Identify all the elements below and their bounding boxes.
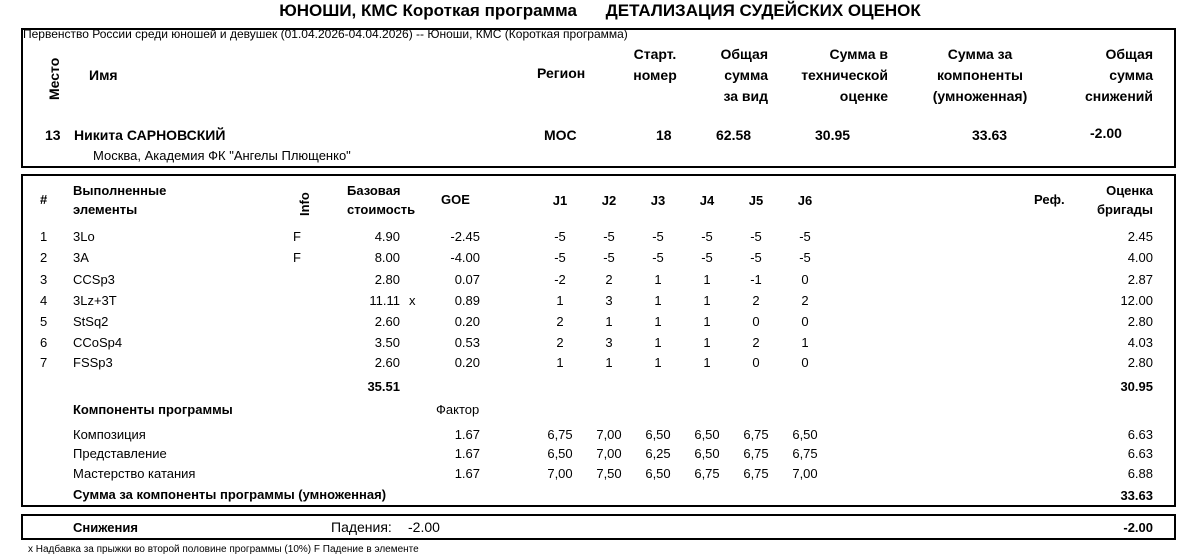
element-judge-score: -1 xyxy=(750,272,762,287)
element-judge-score: 1 xyxy=(703,272,711,287)
component-judge-score: 6,75 xyxy=(694,466,720,481)
element-judge-score: 1 xyxy=(703,335,711,350)
element-judge-score: 1 xyxy=(703,355,711,370)
component-judge-score: 6,75 xyxy=(743,446,769,461)
component-judge-score: 6,50 xyxy=(645,427,671,442)
element-judge-score: 1 xyxy=(654,293,662,308)
judge-header-5: J5 xyxy=(748,193,764,208)
element-judge-score: 1 xyxy=(703,314,711,329)
factor-header: Фактор xyxy=(436,402,480,417)
element-name: StSq2 xyxy=(73,314,109,329)
element-judge-score: 3 xyxy=(605,335,613,350)
element-goe: 0.07 xyxy=(454,272,480,287)
component-judge-score: 7,50 xyxy=(596,466,622,481)
skater-tes: 30.95 xyxy=(815,127,851,143)
element-judge-score: 0 xyxy=(801,314,809,329)
pcs-header: Сумма за компоненты (умноженная) xyxy=(932,46,1028,104)
element-judge-score: 1 xyxy=(654,335,662,350)
component-judge-score: 6,50 xyxy=(547,446,573,461)
skater-region: МОС xyxy=(544,127,577,143)
element-base-value: 2.60 xyxy=(374,355,400,370)
page-title xyxy=(0,0,1200,22)
element-number: 1 xyxy=(40,229,48,244)
component-name: Мастерство катания xyxy=(73,466,196,481)
element-judge-score: -5 xyxy=(652,250,664,265)
component-judge-score: 6,50 xyxy=(694,446,720,461)
component-judge-score: 7,00 xyxy=(792,466,818,481)
element-judge-score: 1 xyxy=(605,314,613,329)
component-judge-score: 7,00 xyxy=(596,446,622,461)
component-factor: 1.67 xyxy=(454,427,480,442)
element-goe: 0.53 xyxy=(454,335,480,350)
element-panel-score: 2.80 xyxy=(1127,314,1153,329)
region-header: Регион xyxy=(537,65,586,81)
name-header: Имя xyxy=(89,67,118,83)
skater-deductions: -2.00 xyxy=(1090,125,1122,141)
falls-value: -2.00 xyxy=(408,519,440,535)
goe-header: GOE xyxy=(441,192,470,207)
judge-header-4: J4 xyxy=(699,193,715,208)
element-number: 7 xyxy=(40,355,48,370)
element-number: 2 xyxy=(40,250,48,265)
skater-place: 13 xyxy=(45,127,61,143)
element-judge-score: -5 xyxy=(750,229,762,244)
skater-start-number: 18 xyxy=(656,127,672,143)
element-panel-score: 2.80 xyxy=(1127,355,1153,370)
element-judge-score: 1 xyxy=(801,335,809,350)
element-info: F xyxy=(293,229,301,244)
element-number: 5 xyxy=(40,314,48,329)
start-number-header: Старт. номер xyxy=(633,46,677,83)
element-judge-score: 2 xyxy=(752,293,760,308)
element-panel-score: 2.45 xyxy=(1127,229,1153,244)
panel-score-header: Оценка бригады xyxy=(1097,183,1153,217)
pcs-sum-label: Сумма за компоненты программы (умноженная) xyxy=(73,487,387,502)
judge-header-3: J3 xyxy=(650,193,666,208)
element-goe: -4.00 xyxy=(450,250,480,265)
judge-header-2: J2 xyxy=(601,193,617,208)
deductions-box xyxy=(21,514,1176,540)
element-name: 3A xyxy=(73,250,89,265)
element-panel-score: 12.00 xyxy=(1120,293,1153,308)
element-base-value: 2.80 xyxy=(374,272,400,287)
element-name: 3Lz+3T xyxy=(73,293,117,308)
element-judge-score: 2 xyxy=(752,335,760,350)
skater-total-score: 62.58 xyxy=(716,127,752,143)
component-factor: 1.67 xyxy=(454,466,480,481)
element-judge-score: 1 xyxy=(605,355,613,370)
component-judge-score: 6,75 xyxy=(792,446,818,461)
component-judge-score: 6,50 xyxy=(694,427,720,442)
component-factor: 1.67 xyxy=(454,446,480,461)
element-name: 3Lo xyxy=(73,229,95,244)
element-base-value: 4.90 xyxy=(374,229,400,244)
component-judge-score: 6,75 xyxy=(743,427,769,442)
element-base-value: 11.11 xyxy=(369,293,400,308)
element-judge-score: 1 xyxy=(654,272,662,287)
judge-header-1: J1 xyxy=(552,193,568,208)
competition-name: Первенство России среди юношей и девушек (01.04.2026-04.04.2026) -- Юноши, КМС (Короткая программа) xyxy=(23,27,628,41)
element-goe: 0.89 xyxy=(454,293,480,308)
component-judge-score: 6,50 xyxy=(645,466,671,481)
tes-total: 30.95 xyxy=(1120,379,1153,394)
component-judge-score: 6,75 xyxy=(743,466,769,481)
footnote: x Надбавка за прыжки во второй половине программы (10%) F Падение в элементе xyxy=(28,544,419,555)
element-judge-score: -2 xyxy=(554,272,566,287)
element-base-value: 3.50 xyxy=(374,335,400,350)
element-judge-score: 0 xyxy=(801,355,809,370)
element-judge-score: -5 xyxy=(701,250,713,265)
component-panel-score: 6.88 xyxy=(1127,466,1153,481)
element-judge-score: 2 xyxy=(801,293,809,308)
component-panel-score: 6.63 xyxy=(1127,427,1153,442)
element-judge-score: 2 xyxy=(556,314,564,329)
element-goe: -2.45 xyxy=(450,229,480,244)
referee-header: Реф. xyxy=(1034,192,1065,207)
component-judge-score: 6,50 xyxy=(792,427,818,442)
component-name: Представление xyxy=(73,446,167,461)
element-goe: 0.20 xyxy=(454,314,480,329)
element-judge-score: -5 xyxy=(603,250,615,265)
element-name: CCoSp4 xyxy=(73,335,123,350)
element-info: F xyxy=(293,250,301,265)
element-name: CCSp3 xyxy=(73,272,115,287)
component-panel-score: 6.63 xyxy=(1127,446,1153,461)
element-judge-score: -5 xyxy=(554,250,566,265)
component-name: Композиция xyxy=(73,427,146,442)
element-judge-score: 1 xyxy=(556,355,564,370)
component-judge-score: 7,00 xyxy=(596,427,622,442)
element-judge-score: 1 xyxy=(654,355,662,370)
deductions-total: -2.00 xyxy=(1123,520,1153,535)
element-panel-score: 2.87 xyxy=(1127,272,1153,287)
component-judge-score: 6,25 xyxy=(645,446,671,461)
element-panel-score: 4.03 xyxy=(1127,335,1153,350)
skater-name: Никита САРНОВСКИЙ xyxy=(74,127,226,143)
tes-header: Сумма в технической оценке xyxy=(801,46,888,104)
elements-header: Выполненные элементы xyxy=(73,183,167,217)
element-judge-score: -5 xyxy=(799,250,811,265)
components-header: Компоненты программы xyxy=(73,402,233,417)
info-header: Info xyxy=(297,192,312,216)
element-goe: 0.20 xyxy=(454,355,480,370)
base-value-header: Базовая стоимость xyxy=(347,183,416,217)
place-header: Место xyxy=(46,57,62,100)
element-judge-score: -5 xyxy=(652,229,664,244)
element-judge-score: 1 xyxy=(703,293,711,308)
deductions-header: Общая сумма снижений xyxy=(1084,46,1153,104)
skater-pcs: 33.63 xyxy=(972,127,1008,143)
base-value-total: 35.51 xyxy=(367,379,400,394)
event-title: ЮНОШИ, КМС Короткая программа xyxy=(279,1,577,20)
element-base-value: 2.60 xyxy=(374,314,400,329)
element-judge-score: 0 xyxy=(801,272,809,287)
element-judge-score: -5 xyxy=(750,250,762,265)
num-header: # xyxy=(40,192,48,207)
pcs-sum-value: 33.63 xyxy=(1120,488,1153,503)
element-number: 3 xyxy=(40,272,48,287)
element-judge-score: 0 xyxy=(752,355,760,370)
element-judge-score: 0 xyxy=(752,314,760,329)
falls-label: Падения: xyxy=(331,519,392,535)
total-score-header: Общая сумма за вид xyxy=(720,46,768,104)
deductions-label: Снижения xyxy=(73,520,138,535)
element-name: FSSp3 xyxy=(73,355,113,370)
element-judge-score: 2 xyxy=(556,335,564,350)
component-judge-score: 7,00 xyxy=(547,466,573,481)
element-judge-score: 1 xyxy=(556,293,564,308)
element-number: 6 xyxy=(40,335,48,350)
element-judge-score: 1 xyxy=(654,314,662,329)
element-number: 4 xyxy=(40,293,48,308)
element-judge-score: 3 xyxy=(605,293,613,308)
report-title: ДЕТАЛИЗАЦИЯ СУДЕЙСКИХ ОЦЕНОК xyxy=(605,1,921,20)
judge-header-6: J6 xyxy=(797,193,813,208)
element-bonus-marker: x xyxy=(409,293,416,308)
skater-club: Москва, Академия ФК "Ангелы Плющенко" xyxy=(93,148,351,163)
element-judge-score: 2 xyxy=(605,272,613,287)
element-judge-score: -5 xyxy=(603,229,615,244)
element-panel-score: 4.00 xyxy=(1127,250,1153,265)
component-judge-score: 6,75 xyxy=(547,427,573,442)
element-judge-score: -5 xyxy=(554,229,566,244)
element-base-value: 8.00 xyxy=(374,250,400,265)
element-judge-score: -5 xyxy=(799,229,811,244)
element-judge-score: -5 xyxy=(701,229,713,244)
